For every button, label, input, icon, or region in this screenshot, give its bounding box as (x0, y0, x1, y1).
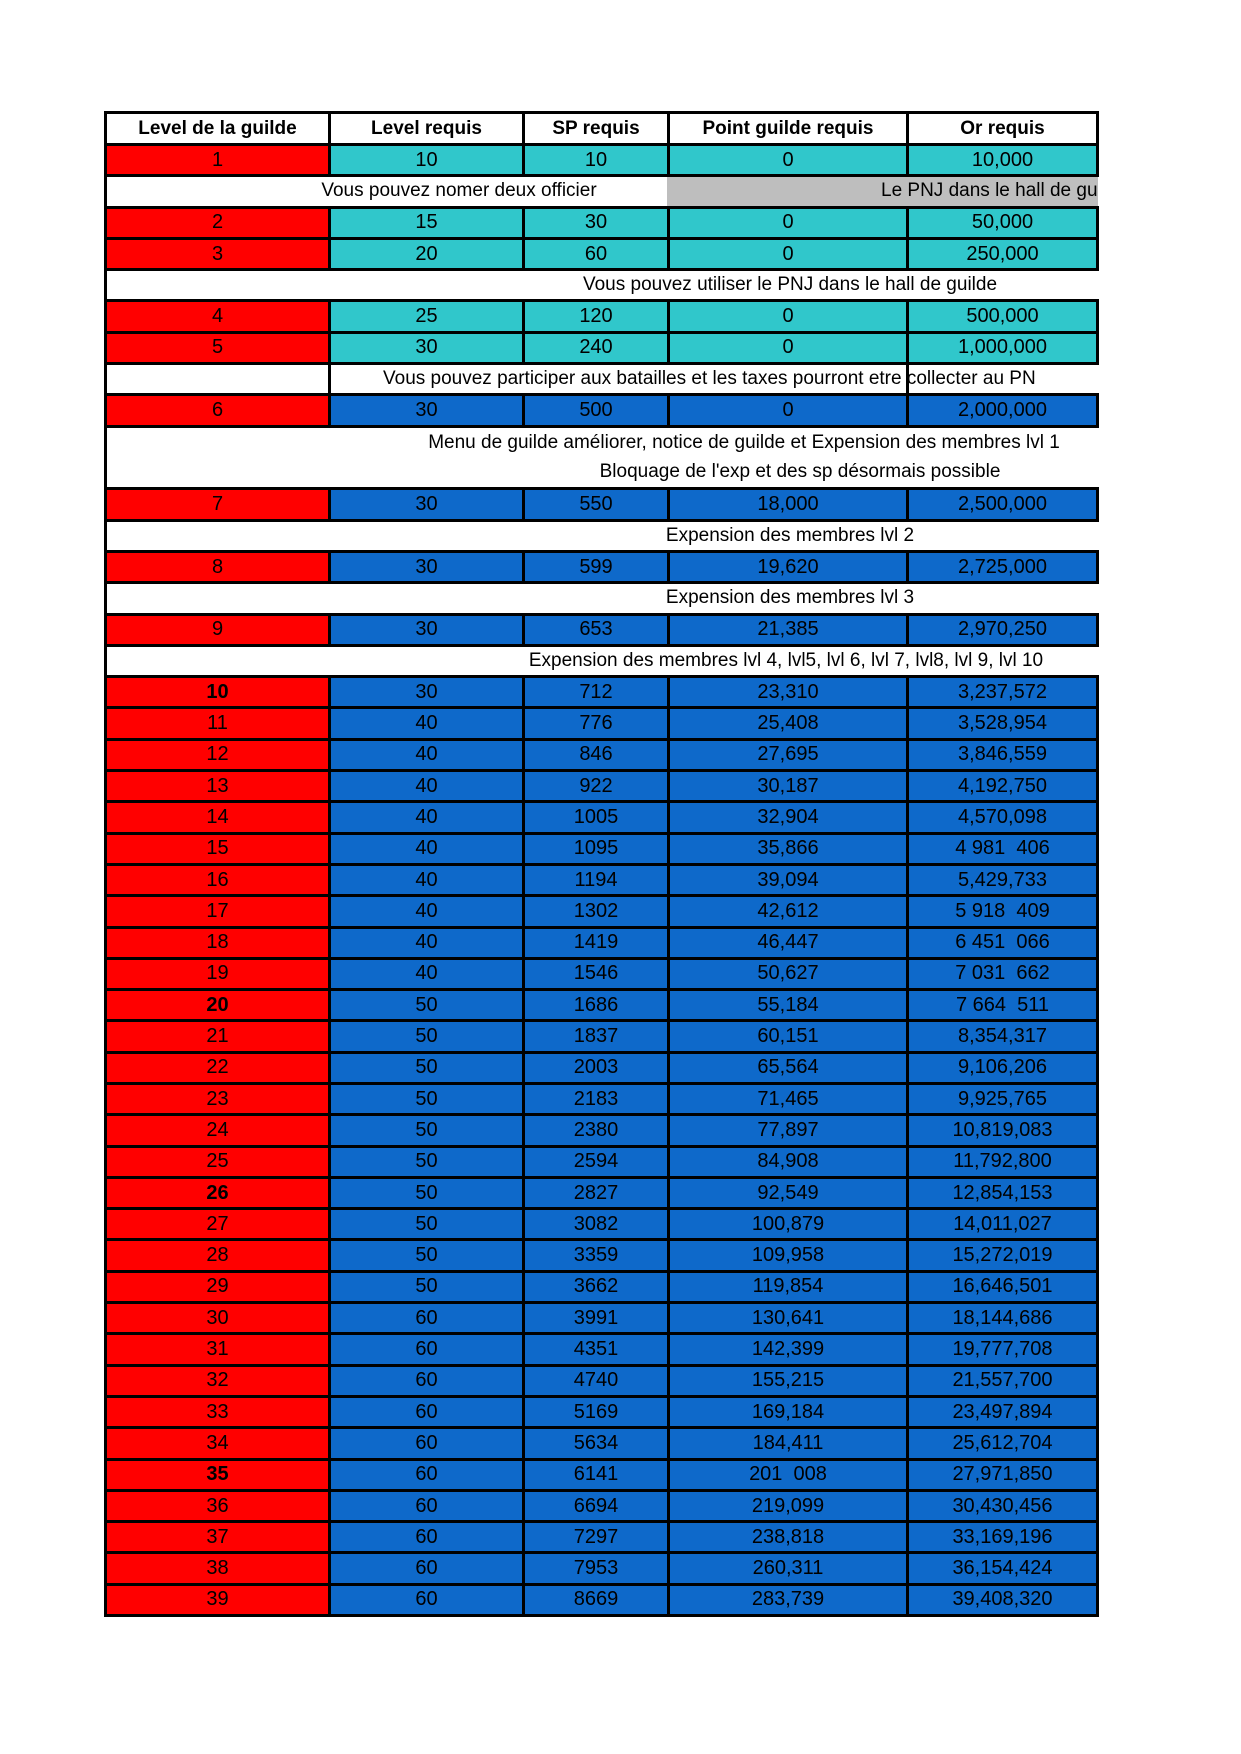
guild-level-row-26 (106, 1177, 1098, 1208)
cell-point-guilde: 169,184 (669, 1396, 908, 1427)
cell-level-requis: 30 (330, 332, 524, 363)
cell-or-requis: 15,272,019 (908, 1240, 1098, 1271)
cell-point-guilde: 84,908 (669, 1146, 908, 1177)
cell-or-requis: 4,570,098 (908, 802, 1098, 833)
guild-level-row-19 (106, 958, 1098, 989)
cell-level-requis: 30 (330, 614, 524, 645)
cell-level-requis: 60 (330, 1584, 524, 1615)
cell-sp-requis: 1005 (524, 802, 669, 833)
cell-or-requis: 5 918 409 (908, 896, 1098, 927)
cell-or-requis: 2,725,000 (908, 551, 1098, 582)
cell-guild-level: 33 (106, 1396, 330, 1427)
cell-point-guilde: 55,184 (669, 990, 908, 1021)
guild-level-row-17 (106, 896, 1098, 927)
cell-or-requis: 25,612,704 (908, 1428, 1098, 1459)
cell-level-requis: 60 (330, 1303, 524, 1334)
cell-point-guilde: 201 008 (669, 1459, 908, 1490)
guild-level-row-36 (106, 1490, 1098, 1521)
cell-level-requis: 60 (330, 1365, 524, 1396)
cell-point-guilde: 0 (669, 301, 908, 332)
guild-level-row-23 (106, 1084, 1098, 1115)
cell-or-requis: 36,154,424 (908, 1553, 1098, 1584)
cell-point-guilde: 50,627 (669, 958, 908, 989)
guild-level-row-7 (106, 489, 1098, 520)
cell-or-requis: 21,557,700 (908, 1365, 1098, 1396)
cell-guild-level: 22 (106, 1052, 330, 1083)
cell-guild-level: 19 (106, 958, 330, 989)
guild-level-row-27 (106, 1209, 1098, 1240)
cell-point-guilde: 100,879 (669, 1209, 908, 1240)
cell-sp-requis: 653 (524, 614, 669, 645)
cell-guild-level: 12 (106, 739, 330, 770)
cell-point-guilde: 65,564 (669, 1052, 908, 1083)
cell-sp-requis: 3662 (524, 1271, 669, 1302)
cell-sp-requis: 30 (524, 207, 669, 238)
cell-point-guilde: 39,094 (669, 864, 908, 895)
guild-level-row-28 (106, 1240, 1098, 1271)
cell-or-requis: 30,430,456 (908, 1490, 1098, 1521)
guild-level-row-8 (106, 551, 1098, 582)
cell-point-guilde: 260,311 (669, 1553, 908, 1584)
cell-level-requis: 60 (330, 1459, 524, 1490)
cell-sp-requis: 2827 (524, 1177, 669, 1208)
cell-guild-level: 35 (106, 1459, 330, 1490)
cell-point-guilde: 109,958 (669, 1240, 908, 1271)
cell-level-requis: 40 (330, 927, 524, 958)
guild-level-row-13 (106, 771, 1098, 802)
guild-level-row-14 (106, 802, 1098, 833)
cell-point-guilde: 27,695 (669, 739, 908, 770)
cell-sp-requis: 3359 (524, 1240, 669, 1271)
guild-level-row-4 (106, 301, 1098, 332)
cell-divider (328, 365, 331, 393)
guild-level-row-25 (106, 1146, 1098, 1177)
cell-guild-level: 14 (106, 802, 330, 833)
cell-sp-requis: 4740 (524, 1365, 669, 1396)
cell-sp-requis: 1419 (524, 927, 669, 958)
cell-point-guilde: 18,000 (669, 489, 908, 520)
cell-guild-level: 20 (106, 990, 330, 1021)
cell-level-requis: 25 (330, 301, 524, 332)
cell-guild-level: 28 (106, 1240, 330, 1271)
cell-or-requis: 3,528,954 (908, 708, 1098, 739)
cell-level-requis: 60 (330, 1490, 524, 1521)
cell-level-requis: 20 (330, 238, 524, 269)
note-text: Expension des membres lvl 4, lvl5, lvl 6, lvl 7, lvl8, lvl 9, lvl 10 (528, 649, 1044, 671)
cell-point-guilde: 25,408 (669, 708, 908, 739)
header-or-requis: Or requis (908, 113, 1098, 145)
cell-point-guilde: 0 (669, 332, 908, 363)
guild-level-row-6 (106, 395, 1098, 426)
cell-or-requis: 4,192,750 (908, 771, 1098, 802)
cell-or-requis: 23,497,894 (908, 1396, 1098, 1427)
cell-sp-requis: 550 (524, 489, 669, 520)
guild-level-row-15 (106, 833, 1098, 864)
note-text-left: Vous pouvez nomer deux officier (321, 180, 597, 202)
cell-or-requis: 3,846,559 (908, 739, 1098, 770)
note-row-exp3 (106, 583, 1098, 614)
cell-guild-level: 37 (106, 1522, 330, 1553)
note-text-right: Le PNJ dans le hall de gu (881, 180, 1098, 202)
cell-point-guilde: 60,151 (669, 1021, 908, 1052)
note-row-exp2 (106, 520, 1098, 551)
cell-level-requis: 50 (330, 1177, 524, 1208)
cell-point-guilde: 184,411 (669, 1428, 908, 1459)
guild-level-row-12 (106, 739, 1098, 770)
cell-level-requis: 60 (330, 1522, 524, 1553)
cell-or-requis: 33,169,196 (908, 1522, 1098, 1553)
cell-guild-level: 7 (106, 489, 330, 520)
cell-point-guilde: 0 (669, 238, 908, 269)
guild-level-row-10 (106, 677, 1098, 708)
cell-sp-requis: 2003 (524, 1052, 669, 1083)
note-row-utiliser_pnj (106, 270, 1098, 301)
cell-level-requis: 50 (330, 990, 524, 1021)
cell-point-guilde: 77,897 (669, 1115, 908, 1146)
cell-guild-level: 21 (106, 1021, 330, 1052)
note-line-1: Menu de guilde améliorer, notice de guilde et Expension des membres lvl 1 (428, 431, 1060, 453)
note-row-menu_double (106, 426, 1098, 489)
cell-guild-level: 11 (106, 708, 330, 739)
cell-point-guilde: 71,465 (669, 1084, 908, 1115)
cell-point-guilde: 0 (669, 145, 908, 176)
cell-sp-requis: 1837 (524, 1021, 669, 1052)
cell-or-requis: 8,354,317 (908, 1021, 1098, 1052)
cell-point-guilde: 130,641 (669, 1303, 908, 1334)
cell-sp-requis: 922 (524, 771, 669, 802)
cell-level-requis: 10 (330, 145, 524, 176)
cell-point-guilde: 155,215 (669, 1365, 908, 1396)
cell-point-guilde: 35,866 (669, 833, 908, 864)
cell-or-requis: 3,237,572 (908, 677, 1098, 708)
cell-sp-requis: 60 (524, 238, 669, 269)
cell-guild-level: 8 (106, 551, 330, 582)
guild-level-row-37 (106, 1522, 1098, 1553)
cell-or-requis: 16,646,501 (908, 1271, 1098, 1302)
cell-guild-level: 4 (106, 301, 330, 332)
cell-level-requis: 50 (330, 1209, 524, 1240)
guild-level-row-21 (106, 1021, 1098, 1052)
guild-level-row-29 (106, 1271, 1098, 1302)
cell-point-guilde: 142,399 (669, 1334, 908, 1365)
cell-sp-requis: 5634 (524, 1428, 669, 1459)
note-row-participer (106, 364, 1098, 395)
cell-or-requis: 50,000 (908, 207, 1098, 238)
header-point-guilde-requis: Point guilde requis (669, 113, 908, 145)
cell-level-requis: 40 (330, 802, 524, 833)
cell-or-requis: 9,925,765 (908, 1084, 1098, 1115)
cell-sp-requis: 120 (524, 301, 669, 332)
cell-sp-requis: 599 (524, 551, 669, 582)
cell-sp-requis: 1194 (524, 864, 669, 895)
cell-guild-level: 27 (106, 1209, 330, 1240)
cell-or-requis: 10,000 (908, 145, 1098, 176)
cell-or-requis: 7 031 662 (908, 958, 1098, 989)
guild-level-row-31 (106, 1334, 1098, 1365)
cell-guild-level: 39 (106, 1584, 330, 1615)
cell-sp-requis: 2380 (524, 1115, 669, 1146)
cell-guild-level: 13 (106, 771, 330, 802)
cell-level-requis: 50 (330, 1084, 524, 1115)
cell-or-requis: 2,970,250 (908, 614, 1098, 645)
cell-level-requis: 60 (330, 1396, 524, 1427)
guild-level-row-32 (106, 1365, 1098, 1396)
cell-guild-level: 10 (106, 677, 330, 708)
cell-guild-level: 25 (106, 1146, 330, 1177)
cell-guild-level: 38 (106, 1553, 330, 1584)
cell-level-requis: 50 (330, 1146, 524, 1177)
cell-level-requis: 30 (330, 489, 524, 520)
cell-guild-level: 18 (106, 927, 330, 958)
guild-level-row-16 (106, 864, 1098, 895)
note-text: Vous pouvez utiliser le PNJ dans le hall de guilde (582, 274, 998, 296)
note-cell-double (106, 426, 1098, 489)
cell-point-guilde: 283,739 (669, 1584, 908, 1615)
cell-sp-requis: 6694 (524, 1490, 669, 1521)
note-cell (106, 270, 1098, 301)
header-level-requis: Level requis (330, 113, 524, 145)
cell-guild-level: 16 (106, 864, 330, 895)
cell-level-requis: 40 (330, 708, 524, 739)
cell-sp-requis: 3082 (524, 1209, 669, 1240)
cell-or-requis: 39,408,320 (908, 1584, 1098, 1615)
cell-sp-requis: 6141 (524, 1459, 669, 1490)
cell-level-requis: 60 (330, 1428, 524, 1459)
cell-point-guilde: 119,854 (669, 1271, 908, 1302)
guild-level-row-34 (106, 1428, 1098, 1459)
guild-level-row-18 (106, 927, 1098, 958)
cell-sp-requis: 7297 (524, 1522, 669, 1553)
cell-level-requis: 60 (330, 1553, 524, 1584)
cell-or-requis: 11,792,800 (908, 1146, 1098, 1177)
note-line-2: Bloquage de l'exp et des sp désormais possible (599, 461, 1001, 483)
header-level-de-la-guilde: Level de la guilde (106, 113, 330, 145)
cell-point-guilde: 219,099 (669, 1490, 908, 1521)
cell-sp-requis: 10 (524, 145, 669, 176)
guild-level-row-2 (106, 207, 1098, 238)
cell-sp-requis: 1686 (524, 990, 669, 1021)
cell-or-requis: 27,971,850 (908, 1459, 1098, 1490)
cell-sp-requis: 2183 (524, 1084, 669, 1115)
note-text: Vous pouvez participer aux batailles et les taxes pourront etre collecter au PN (383, 368, 1036, 390)
cell-guild-level: 6 (106, 395, 330, 426)
guild-level-row-1 (106, 145, 1098, 176)
cell-guild-level: 26 (106, 1177, 330, 1208)
note-cell (106, 364, 1098, 395)
cell-or-requis: 2,500,000 (908, 489, 1098, 520)
cell-level-requis: 30 (330, 677, 524, 708)
cell-guild-level: 15 (106, 833, 330, 864)
cell-level-requis: 15 (330, 207, 524, 238)
cell-or-requis: 6 451 066 (908, 927, 1098, 958)
cell-sp-requis: 846 (524, 739, 669, 770)
guild-level-row-20 (106, 990, 1098, 1021)
guild-level-row-38 (106, 1553, 1098, 1584)
cell-level-requis: 50 (330, 1115, 524, 1146)
cell-sp-requis: 7953 (524, 1553, 669, 1584)
cell-point-guilde: 23,310 (669, 677, 908, 708)
note-row-exp4 (106, 645, 1098, 676)
note-cell-split (106, 176, 1098, 207)
cell-guild-level: 31 (106, 1334, 330, 1365)
guild-level-row-30 (106, 1303, 1098, 1334)
cell-guild-level: 29 (106, 1271, 330, 1302)
cell-point-guilde: 0 (669, 395, 908, 426)
cell-level-requis: 30 (330, 395, 524, 426)
cell-guild-level: 17 (106, 896, 330, 927)
cell-level-requis: 30 (330, 551, 524, 582)
cell-sp-requis: 8669 (524, 1584, 669, 1615)
cell-level-requis: 50 (330, 1240, 524, 1271)
cell-or-requis: 250,000 (908, 238, 1098, 269)
guild-level-row-5 (106, 332, 1098, 363)
cell-point-guilde: 32,904 (669, 802, 908, 833)
guild-level-row-9 (106, 614, 1098, 645)
guild-level-row-22 (106, 1052, 1098, 1083)
cell-level-requis: 40 (330, 833, 524, 864)
note-row-officier_split (106, 176, 1098, 207)
note-cell (106, 520, 1098, 551)
cell-or-requis: 5,429,733 (908, 864, 1098, 895)
cell-sp-requis: 1302 (524, 896, 669, 927)
cell-level-requis: 40 (330, 958, 524, 989)
guild-level-table (104, 111, 1099, 1617)
cell-point-guilde: 46,447 (669, 927, 908, 958)
cell-sp-requis: 1546 (524, 958, 669, 989)
cell-level-requis: 50 (330, 1021, 524, 1052)
header-sp-requis: SP requis (524, 113, 669, 145)
cell-or-requis: 9,106,206 (908, 1052, 1098, 1083)
cell-or-requis: 2,000,000 (908, 395, 1098, 426)
cell-level-requis: 40 (330, 896, 524, 927)
cell-or-requis: 12,854,153 (908, 1177, 1098, 1208)
cell-sp-requis: 1095 (524, 833, 669, 864)
cell-guild-level: 23 (106, 1084, 330, 1115)
cell-sp-requis: 776 (524, 708, 669, 739)
cell-level-requis: 40 (330, 864, 524, 895)
cell-point-guilde: 19,620 (669, 551, 908, 582)
cell-level-requis: 50 (330, 1052, 524, 1083)
cell-point-guilde: 30,187 (669, 771, 908, 802)
cell-guild-level: 24 (106, 1115, 330, 1146)
cell-sp-requis: 2594 (524, 1146, 669, 1177)
cell-guild-level: 5 (106, 332, 330, 363)
cell-or-requis: 18,144,686 (908, 1303, 1098, 1334)
cell-or-requis: 500,000 (908, 301, 1098, 332)
cell-sp-requis: 5169 (524, 1396, 669, 1427)
cell-point-guilde: 21,385 (669, 614, 908, 645)
cell-sp-requis: 712 (524, 677, 669, 708)
cell-or-requis: 1,000,000 (908, 332, 1098, 363)
cell-guild-level: 36 (106, 1490, 330, 1521)
cell-or-requis: 19,777,708 (908, 1334, 1098, 1365)
header-row (106, 113, 1098, 145)
cell-point-guilde: 238,818 (669, 1522, 908, 1553)
cell-guild-level: 30 (106, 1303, 330, 1334)
cell-point-guilde: 92,549 (669, 1177, 908, 1208)
cell-sp-requis: 240 (524, 332, 669, 363)
guild-level-row-39 (106, 1584, 1098, 1615)
guild-level-row-3 (106, 238, 1098, 269)
cell-level-requis: 40 (330, 739, 524, 770)
cell-guild-level: 32 (106, 1365, 330, 1396)
cell-level-requis: 60 (330, 1334, 524, 1365)
cell-point-guilde: 0 (669, 207, 908, 238)
guild-level-row-24 (106, 1115, 1098, 1146)
cell-level-requis: 40 (330, 771, 524, 802)
cell-or-requis: 10,819,083 (908, 1115, 1098, 1146)
cell-guild-level: 1 (106, 145, 330, 176)
cell-or-requis: 7 664 511 (908, 990, 1098, 1021)
cell-point-guilde: 42,612 (669, 896, 908, 927)
cell-or-requis: 4 981 406 (908, 833, 1098, 864)
guild-level-row-33 (106, 1396, 1098, 1427)
guild-level-row-35 (106, 1459, 1098, 1490)
note-text: Expension des membres lvl 3 (665, 587, 915, 609)
note-cell (106, 583, 1098, 614)
cell-guild-level: 34 (106, 1428, 330, 1459)
cell-sp-requis: 500 (524, 395, 669, 426)
cell-guild-level: 3 (106, 238, 330, 269)
note-text: Expension des membres lvl 2 (665, 524, 915, 546)
cell-sp-requis: 4351 (524, 1334, 669, 1365)
guild-level-row-11 (106, 708, 1098, 739)
note-cell (106, 645, 1098, 676)
cell-guild-level: 2 (106, 207, 330, 238)
cell-guild-level: 9 (106, 614, 330, 645)
cell-or-requis: 14,011,027 (908, 1209, 1098, 1240)
cell-sp-requis: 3991 (524, 1303, 669, 1334)
cell-level-requis: 50 (330, 1271, 524, 1302)
